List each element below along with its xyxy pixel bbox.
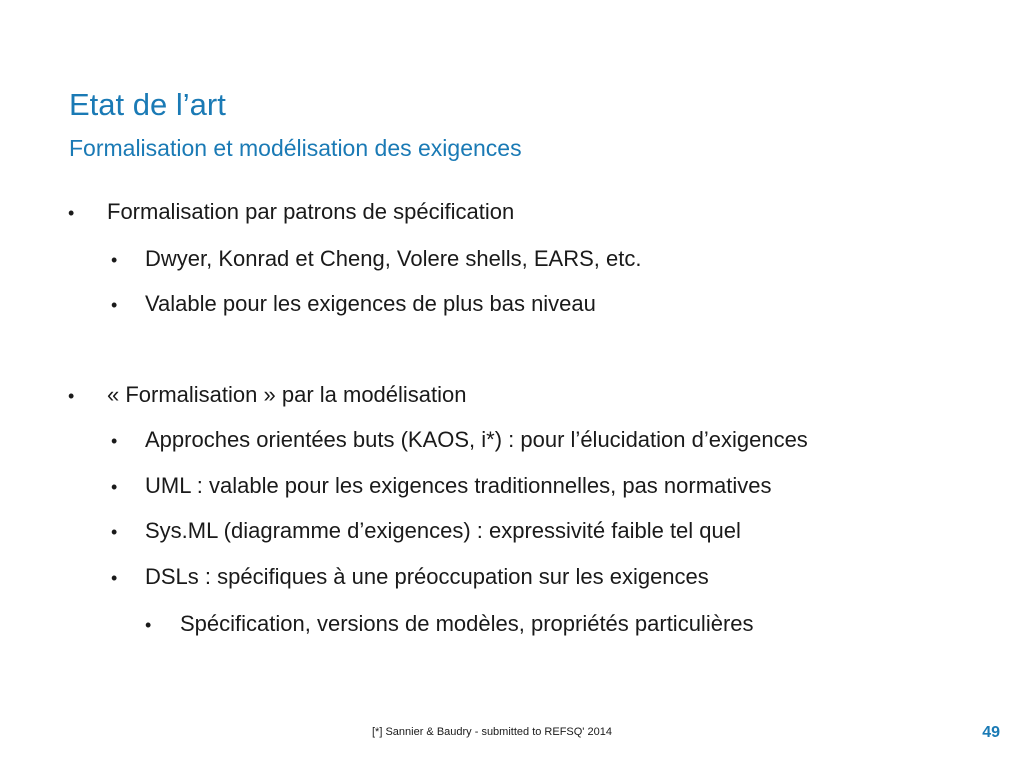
page-number: 49: [982, 724, 1000, 741]
bullet-1-text: Formalisation par patrons de spécification: [107, 199, 515, 224]
bullet-2-1-text: Approches orientées buts (KAOS, i*) : pour l’élucidation d’exigences: [145, 427, 808, 452]
bullet-2-3-text: Sys.ML (diagramme d’exigences) : expressivité faible tel quel: [145, 518, 741, 543]
bullet-icon: •: [111, 250, 118, 270]
bullet-icon: •: [111, 522, 118, 542]
slide-subtitle: Formalisation et modélisation des exigences: [69, 135, 522, 161]
bullet-icon: •: [145, 615, 152, 635]
bullet-1-2-text: Valable pour les exigences de plus bas niveau: [145, 291, 596, 316]
bullet-2-2-text: UML : valable pour les exigences traditionnelles, pas normatives: [145, 473, 772, 498]
bullet-2-4-text: DSLs : spécifiques à une préoccupation sur les exigences: [145, 564, 709, 589]
bullet-icon: •: [68, 386, 75, 406]
bullet-icon: •: [68, 203, 75, 223]
bullet-icon: •: [111, 431, 118, 451]
bullet-icon: •: [111, 295, 118, 315]
slide-title: Etat de l’art: [69, 87, 226, 122]
bullet-icon: •: [111, 477, 118, 497]
bullet-1-1-text: Dwyer, Konrad et Cheng, Volere shells, EARS, etc.: [145, 246, 642, 271]
bullet-2-text: « Formalisation » par la modélisation: [107, 382, 467, 407]
bullet-2-4-1-text: Spécification, versions de modèles, propriétés particulières: [180, 611, 754, 636]
footer-citation: [*] Sannier & Baudry - submitted to REFSQ' 2014: [372, 726, 612, 738]
bullet-icon: •: [111, 568, 118, 588]
